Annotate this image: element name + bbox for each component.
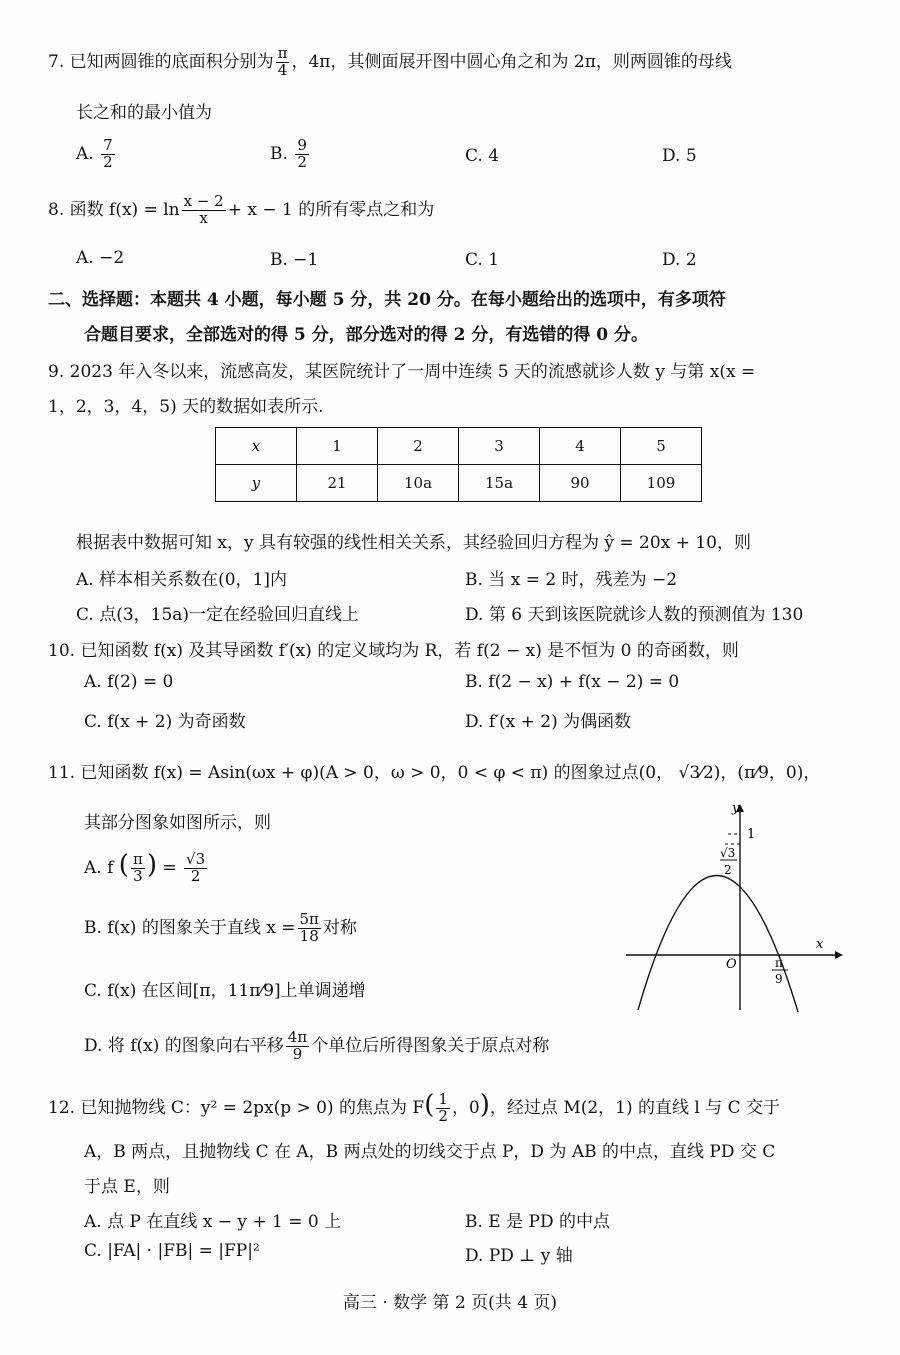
function-curve: [638, 875, 798, 1012]
table-row: [216, 465, 702, 502]
q12-option-c: C. |FA| · |FB| = |FP|²: [84, 1241, 260, 1261]
q10-option-b: B. f(2 − x) + f(x − 2) = 0: [465, 672, 680, 692]
table-cell: 21: [297, 465, 378, 502]
x-tick-pi-den: 9: [775, 972, 783, 986]
q9-option-a: A. 样本相关系数在(0，1]内: [76, 570, 287, 590]
y-axis-label: y: [732, 801, 740, 816]
q8-stem: 8. 函数 f(x) = ln $\frac{x - 2}{x}$ + x − 1 的所有零点之和为: [48, 192, 435, 227]
table-cell: 2: [378, 428, 459, 465]
q9-option-c: C. 点(3，15a)一定在经验回归直线上: [76, 605, 360, 625]
table-cell: y: [216, 465, 297, 502]
table-row: [216, 428, 702, 465]
q8-option-d: D. 2: [662, 250, 697, 270]
y-tick-sqrt3-num: √3: [720, 846, 736, 860]
q11-option-d: D. 将 f(x) 的图象向右平移 $\frac{4\pi}{9}$ 个单位后所得图象关于原点对称: [84, 1028, 550, 1063]
table-cell: 5: [621, 428, 702, 465]
q7-option-d: D. 5: [662, 146, 697, 166]
q11-stem: 11. 已知函数 f(x) = Asin(ωx + φ)(A > 0，ω > 0，0 < φ < π) 的图象过点(0， √3⁄2)，(π⁄9，0)，: [48, 763, 821, 783]
q7-stem: 7. 已知两圆锥的底面积分别为 $\frac{\pi}{4}$ ，4π，其侧面展开图中圆心角之和为 2π，则两圆锥的母线: [48, 44, 732, 79]
q10-option-d: D. f′(x + 2) 为偶函数: [465, 712, 632, 732]
q11-option-c: C. f(x) 在区间[π，11π⁄9]上单调递增: [84, 981, 366, 1001]
page-footer: 高三 · 数学 第 2 页(共 4 页): [342, 1293, 558, 1313]
table-cell: 10a: [378, 465, 459, 502]
q9-option-d: D. 第 6 天到该医院就诊人数的预测值为 130: [465, 605, 804, 625]
q10-stem: 10. 已知函数 f(x) 及其导函数 f′(x) 的定义域均为 R，若 f(2 − x) 是不恒为 0 的奇函数，则: [48, 641, 739, 661]
section-header: 二、选择题：本题共 4 小题，每小题 5 分，共 20 分。在每小题给出的选项中，有多项符: [48, 290, 726, 310]
y-tick-1: 1: [747, 827, 756, 842]
q10-option-c: C. f(x + 2) 为奇函数: [84, 712, 246, 732]
x-axis-label: x: [816, 937, 824, 952]
x-tick-pi-num: π: [775, 956, 783, 970]
x-axis-arrow: [835, 951, 843, 959]
sine-graph: [620, 800, 845, 1012]
q11-stem-line2: 其部分图象如图所示，则: [84, 813, 271, 833]
y-tick-sqrt3-den: 2: [724, 863, 732, 877]
q11-option-a: A. f ( $\frac{\pi}{3}$ ) = $\frac{√3}{2}$: [84, 850, 206, 885]
q11-option-b: B. f(x) 的图象关于直线 x = $\frac{5\pi}{18}$ 对称: [84, 910, 357, 945]
q12-stem-line2: A，B 两点，且抛物线 C 在 A，B 两点处的切线交于点 P，D 为 AB 的中点，直线 PD 交 C: [84, 1142, 776, 1162]
q9-stem-line2: 1，2，3，4，5) 天的数据如表所示.: [48, 397, 324, 417]
fraction: $\frac{1}{2}$: [438, 1090, 448, 1125]
q7-option-c: C. 4: [465, 146, 500, 166]
q7-stem-line2: 长之和的最小值为: [76, 103, 212, 123]
q10-option-a: A. f(2) = 0: [84, 672, 174, 692]
fraction: $\frac{4\pi}{9}$: [287, 1028, 308, 1063]
table-cell: 90: [540, 465, 621, 502]
q7-option-a: A. $\frac{7}{2}$: [76, 136, 113, 171]
table-cell: 3: [459, 428, 540, 465]
fraction: $\frac{\pi}{3}$: [132, 850, 143, 885]
data-table: [215, 427, 702, 502]
q12-option-d: D. PD ⊥ y 轴: [465, 1246, 573, 1266]
table-cell: 4: [540, 428, 621, 465]
fraction: $\frac{\pi}{4}$: [277, 44, 288, 79]
table-cell: x: [216, 428, 297, 465]
table-cell: 109: [621, 465, 702, 502]
q8-option-b: B. −1: [270, 250, 319, 270]
q7-option-b: B. $\frac{9}{2}$: [270, 136, 307, 171]
table-cell: 15a: [459, 465, 540, 502]
q12-option-a: A. 点 P 在直线 x − y + 1 = 0 上: [84, 1212, 342, 1232]
q8-option-a: A. −2: [76, 248, 125, 268]
q12-option-b: B. E 是 PD 的中点: [465, 1212, 610, 1232]
fraction: $\frac{9}{2}$: [297, 136, 307, 171]
q12-stem: 12. 已知抛物线 C：y² = 2px(p > 0) 的焦点为 F( $\frac{1}{2}$ ，0)，经过点 M(2，1) 的直线 l 与 C 交于: [48, 1090, 781, 1125]
fraction: $\frac{5\pi}{18}$: [299, 910, 319, 945]
fraction: $\frac{√3}{2}$: [186, 850, 206, 885]
table-cell: 1: [297, 428, 378, 465]
fraction: $\frac{x - 2}{x}$: [183, 192, 224, 227]
fraction: $\frac{7}{2}$: [103, 136, 113, 171]
q9-stem-line3: 根据表中数据可知 x，y 具有较强的线性相关关系，其经验回归方程为 ŷ = 20x + 10，则: [76, 533, 751, 553]
q9-option-b: B. 当 x = 2 时，残差为 −2: [465, 570, 678, 590]
origin-label: O: [726, 957, 737, 972]
q9-stem: 9. 2023 年入冬以来，流感高发，某医院统计了一周中连续 5 天的流感就诊人数 y 与第 x(x =: [48, 362, 756, 382]
section-header-line2: 合题目要求，全部选对的得 5 分，部分选对的得 2 分，有选错的得 0 分。: [84, 325, 648, 345]
q8-option-c: C. 1: [465, 250, 500, 270]
q12-stem-line3: 于点 E，则: [84, 1177, 170, 1197]
